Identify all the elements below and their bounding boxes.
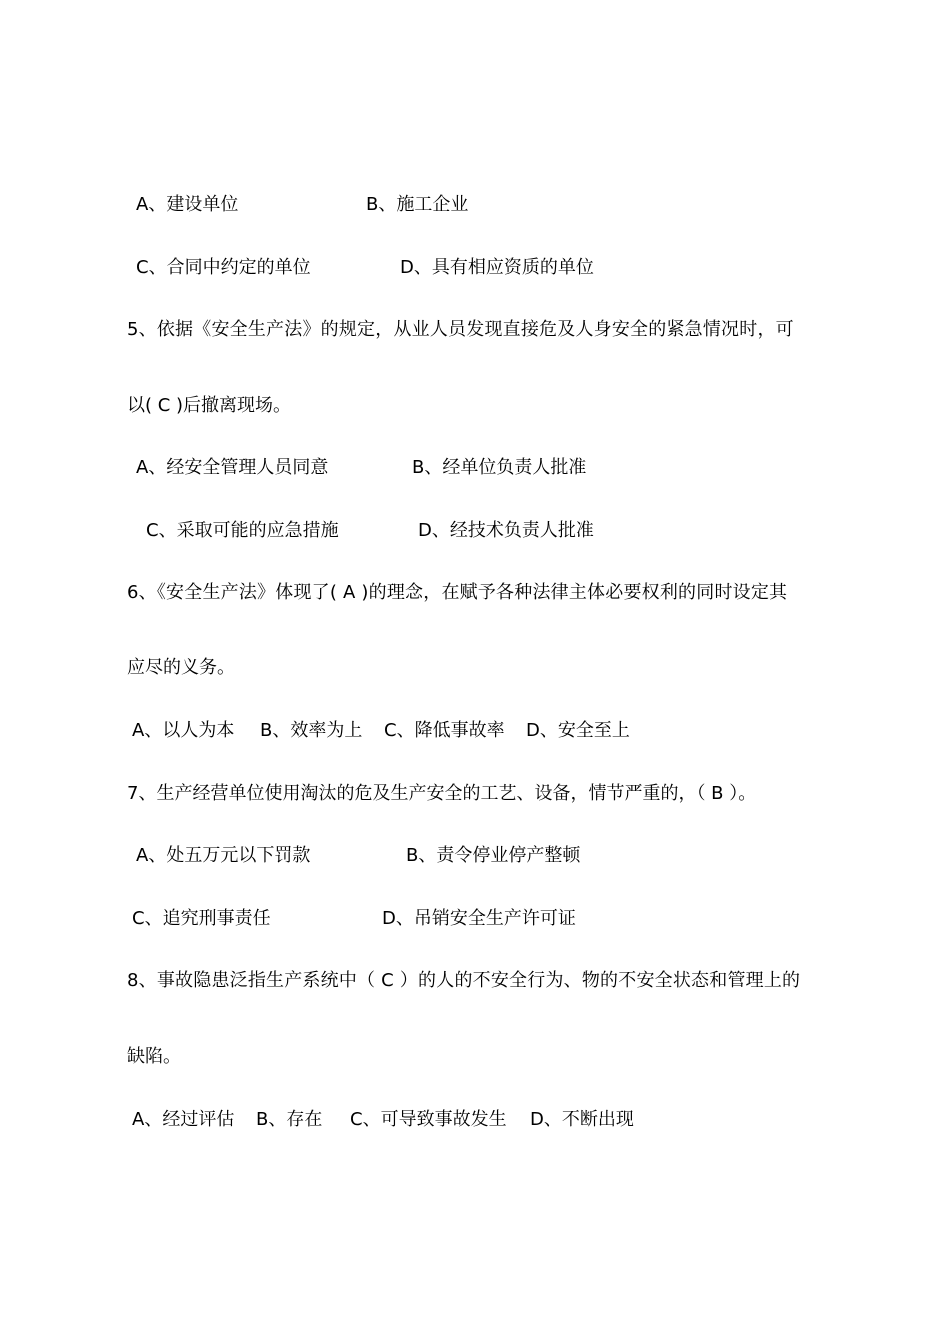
q8-option-d: D、不断出现 <box>530 1109 634 1130</box>
q4-option-a: A、建设单位 <box>136 194 239 215</box>
q8-option-a: A、经过评估 <box>132 1109 235 1130</box>
q5-option-b: B、经单位负责人批准 <box>412 457 587 478</box>
q5-option-d: D、经技术负责人批准 <box>418 520 594 541</box>
q6-option-c: C、降低事故率 <box>384 720 505 741</box>
q8-question-line2: 缺陷。 <box>127 1046 181 1067</box>
q6-question-line2: 应尽的义务。 <box>127 657 235 678</box>
q7-option-c: C、追究刑事责任 <box>132 908 271 929</box>
q5-question-line2: 以( C )后撤离现场。 <box>127 395 292 416</box>
q5-question-line1: 5、依据《安全生产法》的规定，从业人员发现直接危及人身安全的紧急情况时，可 <box>127 319 794 340</box>
q7-option-d: D、吊销安全生产许可证 <box>382 908 576 929</box>
q8-option-c: C、可导致事故发生 <box>350 1109 507 1130</box>
q4-option-b: B、施工企业 <box>366 194 469 215</box>
q4-option-c: C、合同中约定的单位 <box>136 257 311 278</box>
q5-option-c: C、采取可能的应急措施 <box>146 520 339 541</box>
q6-option-b: B、效率为上 <box>260 720 363 741</box>
q7-option-a: A、处五万元以下罚款 <box>136 845 311 866</box>
q6-question-line1: 6、《安全生产法》体现了( A )的理念，在赋予各种法律主体必要权利的同时设定其 <box>127 582 788 603</box>
q8-question-line1: 8、事故隐患泛指生产系统中（ C ）的人的不安全行为、物的不安全状态和管理上的 <box>127 970 801 991</box>
q6-option-d: D、安全至上 <box>526 720 630 741</box>
q4-option-d: D、具有相应资质的单位 <box>400 257 594 278</box>
q7-option-b: B、责令停业停产整顿 <box>406 845 581 866</box>
q6-option-a: A、以人为本 <box>132 720 235 741</box>
q5-option-a: A、经安全管理人员同意 <box>136 457 329 478</box>
q7-question-line1: 7、生产经营单位使用淘汰的危及生产安全的工艺、设备，情节严重的，（ B ）。 <box>127 783 757 804</box>
q8-option-b: B、存在 <box>256 1109 323 1130</box>
